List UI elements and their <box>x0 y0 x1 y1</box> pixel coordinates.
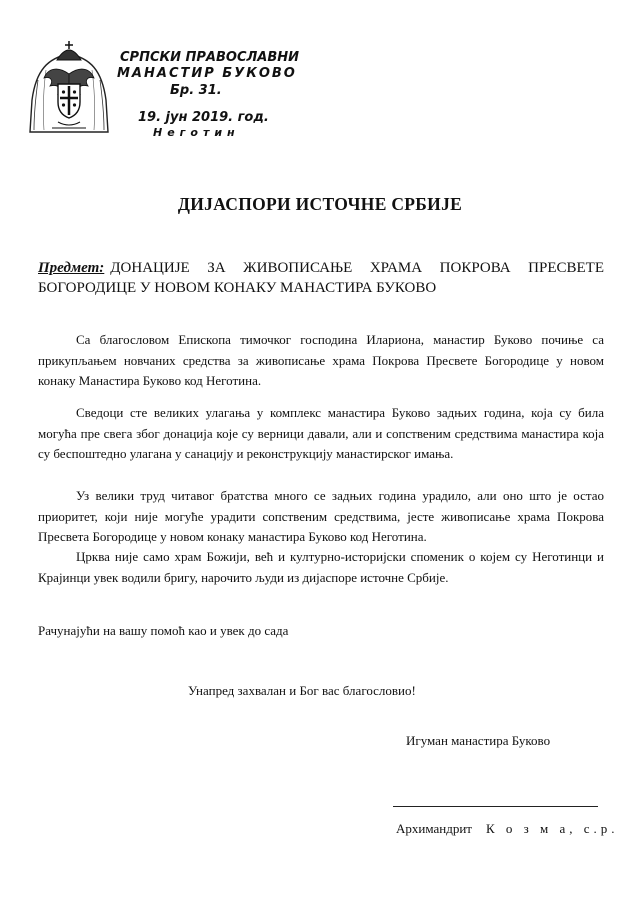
subject-text: ДОНАЦИЈЕ ЗА ЖИВОПИСАЊЕ ХРАМА ПОКРОВА ПРЕСВЕТЕ БОГОРОДИЦЕ У НОВОМ КОНАКУ МАНАСТИРА БУКОВО <box>38 260 604 296</box>
body-paragraph: Црква није само храм Божији, већ и културно-историјски споменик о којем су Неготинци и Крајинци увек водили бригу, нарочито људи из дијаспоре источне Србије. <box>38 549 604 585</box>
signature-line <box>393 806 598 807</box>
signatory-name: К о з м а, с.р. <box>485 821 619 836</box>
letterhead-number: Бр. 31. <box>170 83 222 98</box>
letterhead-monastery-name: МАНАСТИР БУКОВО <box>117 66 297 81</box>
monastery-coat-of-arms-icon <box>28 40 110 140</box>
signatory <box>396 821 619 837</box>
signatory-rank: Архимандрит <box>396 821 472 836</box>
body-paragraph: Сведоци сте великих улагања у комплекс манастира Буково задњих година, која су била могућа пре свега због донација које су верници давали, али и сопственим средствима манастира која су беспоштедно улагана у санацију и реконструкцију манастирског имања. <box>38 405 604 461</box>
abbot-line: Игуман манастира Буково <box>406 733 551 748</box>
subject-label: Предмет: <box>38 260 105 276</box>
letter-title: ДИЈАСПОРИ ИСТОЧНЕ СРБИЈЕ <box>177 194 463 214</box>
body-paragraph: Уз велики труд читавог братства много се задњих година урадило, али оно што је остао приоритет, који није могуће урадити сопственим средствима, јесте живописање храма Покрова Пресвета Богородице у новом конаку манастира Буково код Неготина. <box>38 488 604 544</box>
thanks-line: Унапред захвалан и Бог вас благословио! <box>188 683 416 698</box>
letterhead-date: 19. јун 2019. год. <box>138 110 269 125</box>
letterhead-place: Неготин <box>153 126 240 139</box>
body-paragraph: Са благословом Епископа тимочког господина Илариона, манастир Буково почиње са прикупљањем новчаних средства за живописање храма Покрова Пресвете Богородице у новом конаку Манастира Буково код Неготина. <box>38 332 604 388</box>
closing-line: Рачунајући на вашу помоћ као и увек до сада <box>38 623 289 638</box>
letterhead-church-name: СРПСКИ ПРАВОСЛАВНИ <box>120 50 300 65</box>
subject-line <box>38 258 604 298</box>
